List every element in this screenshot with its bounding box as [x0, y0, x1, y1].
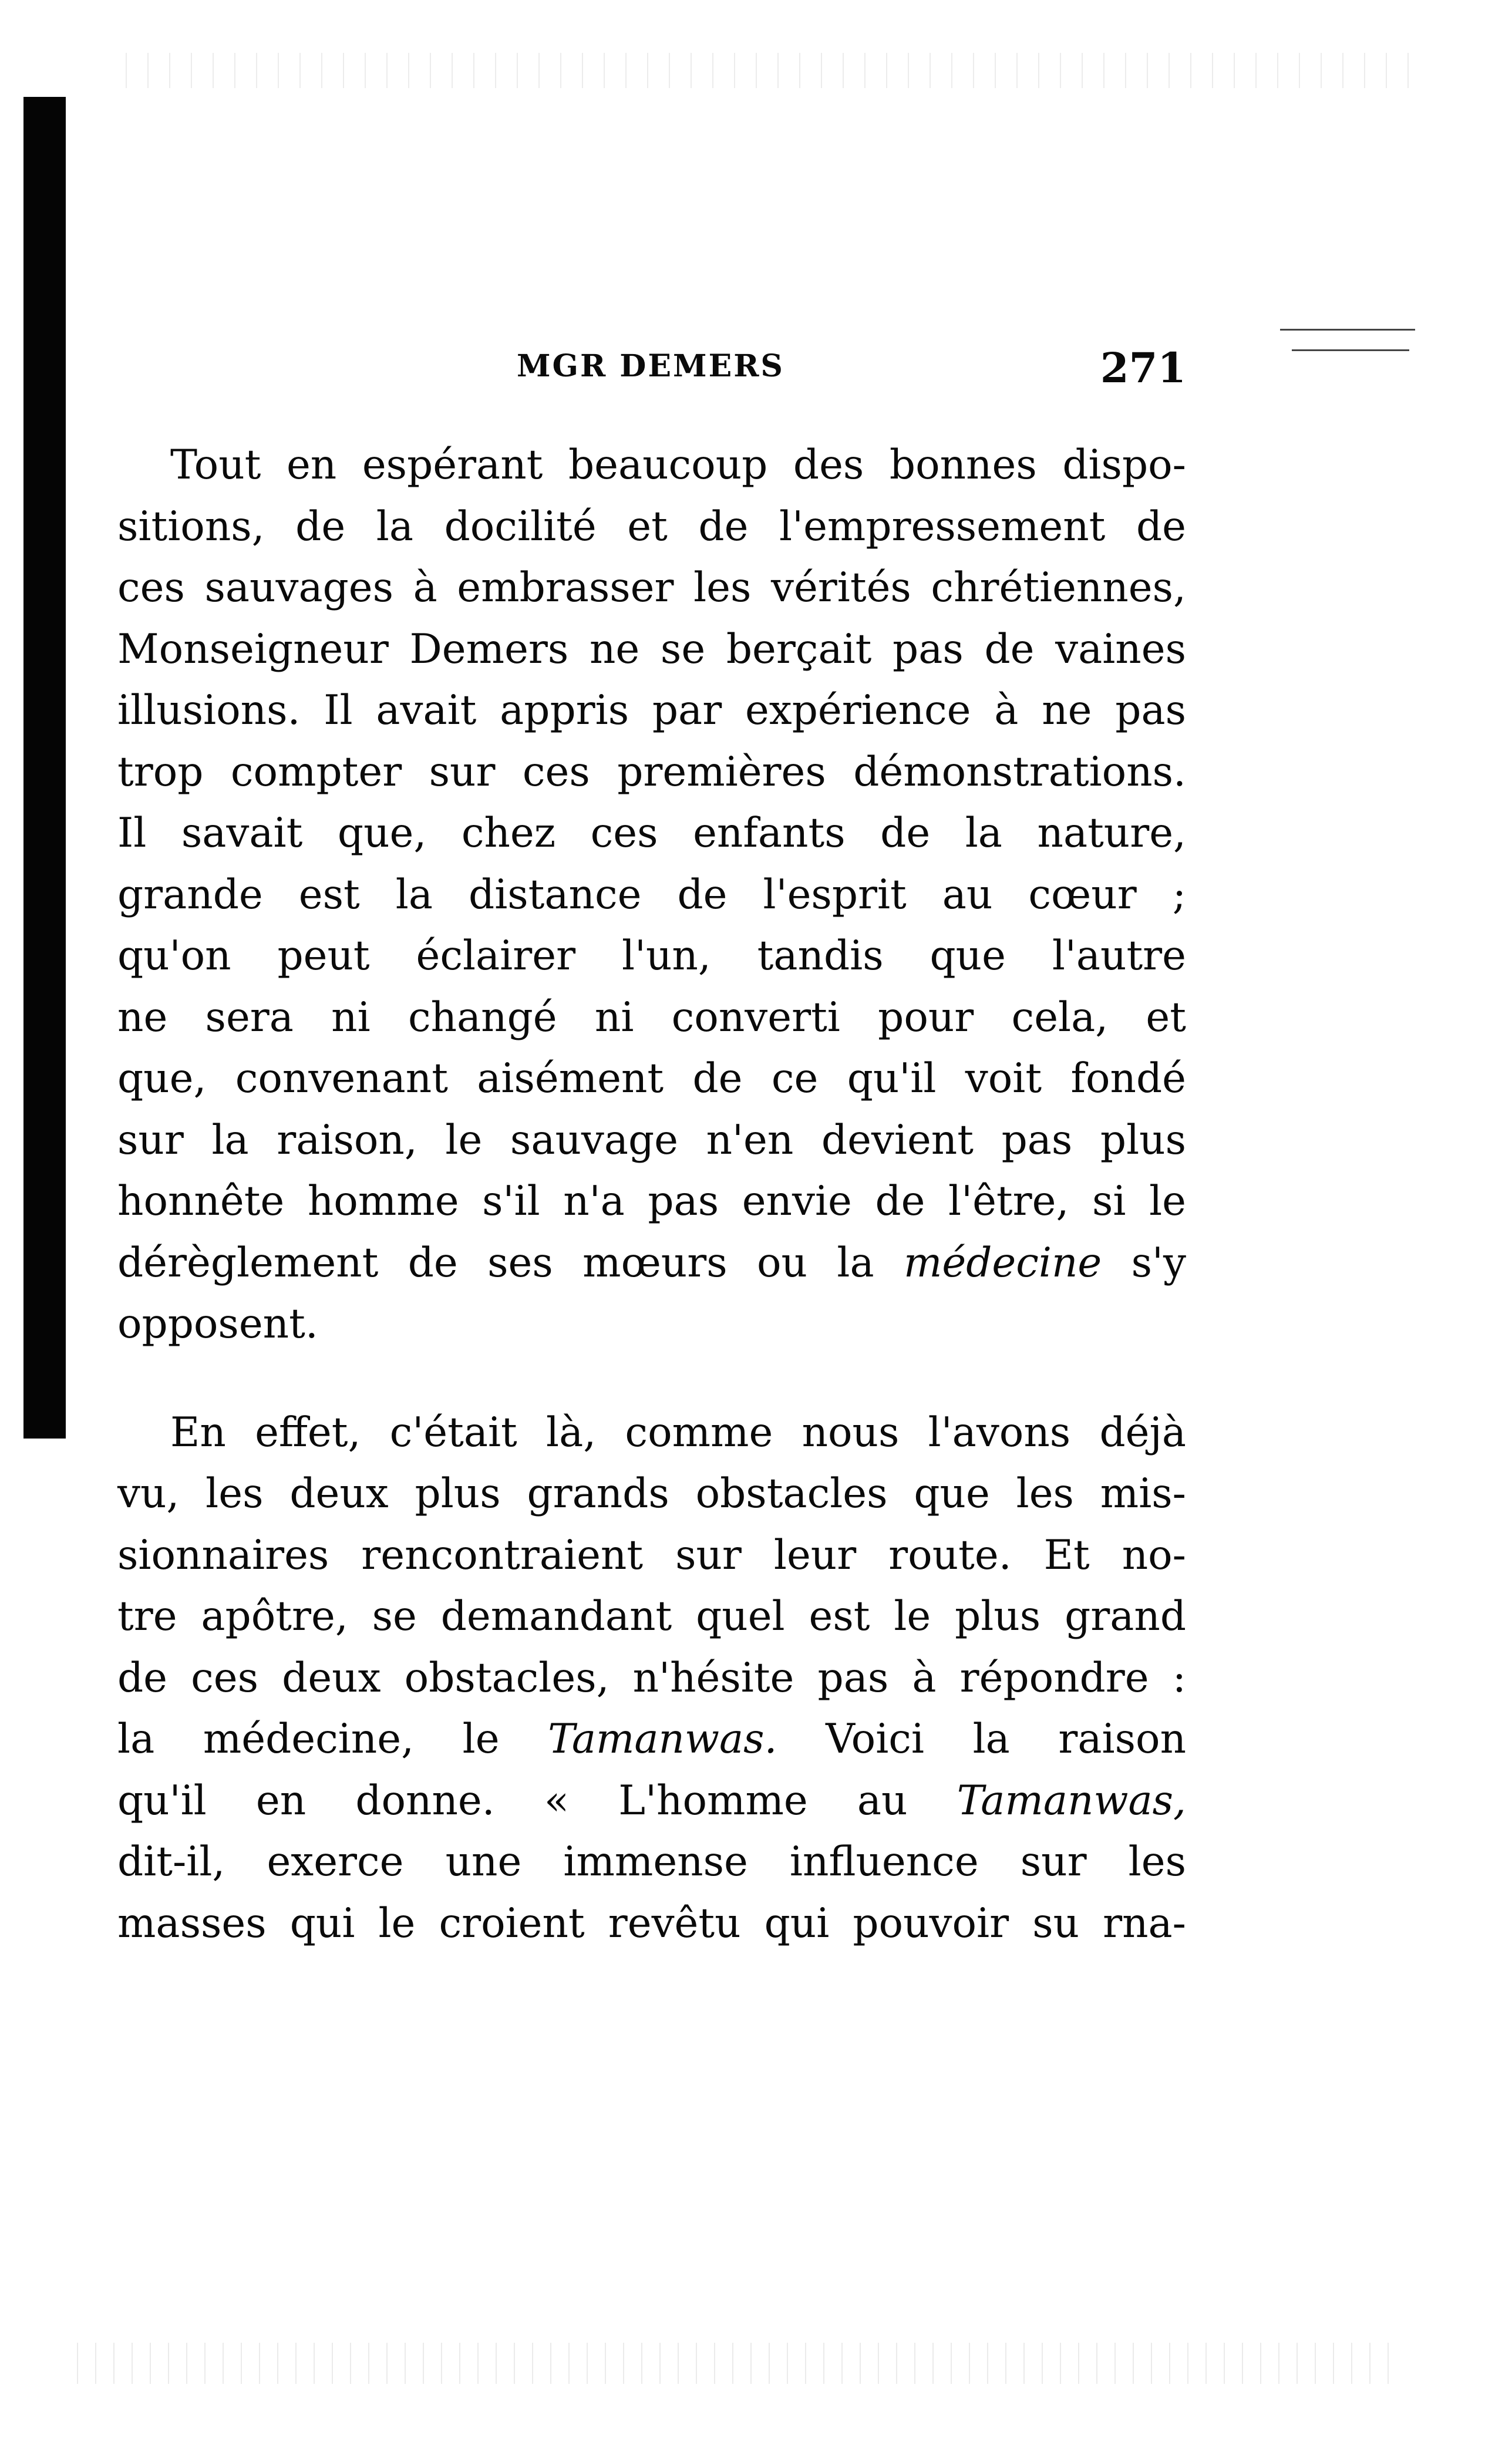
text-line: ne sera ni changé ni converti pour cela, et: [117, 993, 1186, 1041]
text-line: que, convenant aisément de ce qu'il voit fondé: [117, 1055, 1186, 1102]
paragraph-gap: [117, 1355, 1186, 1402]
running-title: MGR DEMERS: [517, 348, 784, 384]
text-line: illusions. Il avait appris par expérience à ne pas: [117, 687, 1186, 734]
text-line: Monseigneur Demers ne se berçait pas de vaines: [117, 625, 1186, 673]
text-line: de ces deux obstacles, n'hésite pas à répondre :: [117, 1654, 1186, 1702]
italic-term: Tamanwas,: [957, 1777, 1186, 1824]
paragraph-2: [117, 1402, 1186, 1955]
text-line: grande est la distance de l'esprit au cœur ;: [117, 871, 1186, 918]
text-line: sur la raison, le sauvage n'en devient pas plus: [117, 1116, 1186, 1164]
text-line: [117, 1232, 1186, 1294]
text-line: sitions, de la docilité et de l'empressement de: [117, 503, 1186, 550]
margin-marks: [1280, 317, 1421, 352]
italic-term: Tamanwas.: [548, 1716, 777, 1763]
text-line: opposent.: [117, 1301, 318, 1348]
text-line: honnête homme s'il n'a pas envie de l'être, si le: [117, 1178, 1186, 1225]
paragraph-1: [117, 434, 1186, 1355]
text-line: masses qui le croient revêtu qui pouvoir su rna-: [117, 1899, 1186, 1947]
text-line: En effet, c'était là, comme nous l'avons déjà: [170, 1409, 1186, 1456]
body-text: [117, 434, 1186, 1954]
text-line: tre apôtre, se demandant quel est le plus grand: [117, 1593, 1186, 1640]
page-number: 271: [1100, 343, 1186, 392]
text-line: ces sauvages à embrasser les vérités chrétiennes,: [117, 564, 1186, 611]
text-line: [117, 1709, 1186, 1770]
text-line: qu'on peut éclairer l'un, tandis que l'autre: [117, 932, 1186, 979]
italic-term: médecine: [903, 1239, 1102, 1286]
text-line: trop compter sur ces premières démonstrations.: [117, 748, 1186, 796]
scan-noise-top: [117, 53, 1409, 88]
text-segment: la médecine, le: [117, 1716, 548, 1763]
text-segment: s'y: [1102, 1239, 1186, 1286]
text-segment: Voici la raison: [777, 1716, 1187, 1763]
text-line: Il savait que, chez ces enfants de la nature,: [117, 810, 1186, 857]
binding-shadow: [23, 97, 66, 1439]
text-segment: dérèglement de ses mœurs ou la: [117, 1239, 904, 1286]
text-line: Tout en espérant beaucoup des bonnes dispo-: [170, 442, 1186, 489]
text-line: vu, les deux plus grands obstacles que les mis-: [117, 1470, 1186, 1517]
text-line: [117, 1770, 1186, 1832]
text-line: sionnaires rencontraient sur leur route. Et no-: [117, 1531, 1186, 1579]
text-segment: qu'il en donne. « L'homme au: [117, 1777, 957, 1824]
scan-noise-bottom: [70, 2343, 1397, 2384]
text-line: dit-il, exerce une immense influence sur les: [117, 1838, 1186, 1885]
running-head: [117, 343, 1186, 396]
